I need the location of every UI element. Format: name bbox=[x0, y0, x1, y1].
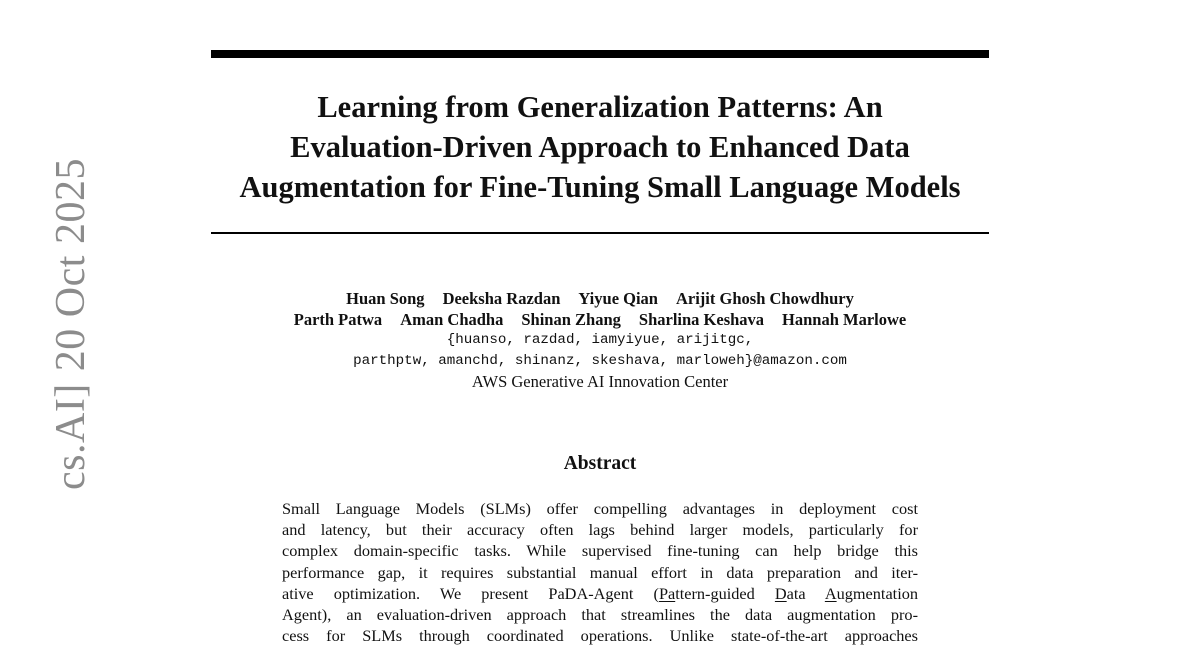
title-top-rule bbox=[211, 50, 989, 58]
author-name: Shinan Zhang bbox=[521, 310, 621, 329]
acronym-letter: D bbox=[774, 583, 787, 603]
title-line: Evaluation-Driven Approach to Enhanced Data bbox=[290, 130, 910, 164]
acronym-letter: A bbox=[824, 583, 837, 603]
author-block bbox=[150, 288, 1050, 392]
author-line-1 bbox=[150, 288, 1050, 309]
abstract-body bbox=[282, 498, 922, 646]
author-name: Aman Chadha bbox=[400, 310, 504, 329]
author-name: Arijit Ghosh Chowdhury bbox=[675, 289, 854, 308]
abstract-text: ugmentation bbox=[836, 583, 918, 603]
abstract-line: Small Language Models (SLMs) offer compelling advantages in deployment cost bbox=[282, 499, 918, 518]
author-name: Hannah Marlowe bbox=[782, 310, 907, 329]
title-line: Augmentation for Fine-Tuning Small Language Models bbox=[239, 170, 961, 204]
author-name: Parth Patwa bbox=[293, 310, 383, 329]
arxiv-date: 20 Oct 2025 bbox=[48, 158, 94, 372]
abstract-line: and latency, but their accuracy often lags behind larger models, particularly for bbox=[282, 520, 918, 540]
author-emails: {huanso, razdad, iamyiyue, arijitgc, bbox=[446, 332, 754, 348]
abstract-line: complex domain-specific tasks. While supervised fine-tuning can help bridge this bbox=[282, 541, 918, 561]
author-name: Yiyue Qian bbox=[578, 289, 658, 308]
acronym-letter: Pa bbox=[658, 583, 676, 603]
author-line-2 bbox=[150, 309, 1050, 330]
author-emails: parthptw, amanchd, shinanz, skeshava, marloweh}@amazon.com bbox=[353, 353, 847, 369]
affiliation: AWS Generative AI Innovation Center bbox=[471, 372, 729, 391]
author-name: Sharlina Keshava bbox=[638, 310, 765, 329]
abstract-text: ata bbox=[786, 583, 825, 603]
arxiv-category: cs.AI] bbox=[48, 383, 94, 490]
abstract-line: Agent), an evaluation-driven approach that streamlines the data augmentation pro- bbox=[282, 605, 918, 625]
abstract-line: cess for SLMs through coordinated operations. Unlike state-of-the-art approaches bbox=[282, 626, 918, 646]
abstract-line bbox=[282, 583, 918, 604]
abstract-text: ttern-guided bbox=[675, 583, 775, 603]
title-bottom-rule bbox=[211, 232, 989, 234]
abstract-text: ative optimization. We present PaDA-Agent ( bbox=[282, 583, 659, 603]
arxiv-watermark bbox=[50, 158, 92, 490]
abstract-line: performance gap, it requires substantial manual effort in data preparation and iter- bbox=[282, 562, 918, 582]
author-name: Deeksha Razdan bbox=[442, 289, 561, 308]
author-name: Huan Song bbox=[346, 289, 425, 308]
title-line: Learning from Generalization Patterns: An bbox=[317, 90, 883, 124]
paper-title bbox=[190, 87, 1010, 207]
abstract-heading: Abstract bbox=[563, 453, 637, 474]
